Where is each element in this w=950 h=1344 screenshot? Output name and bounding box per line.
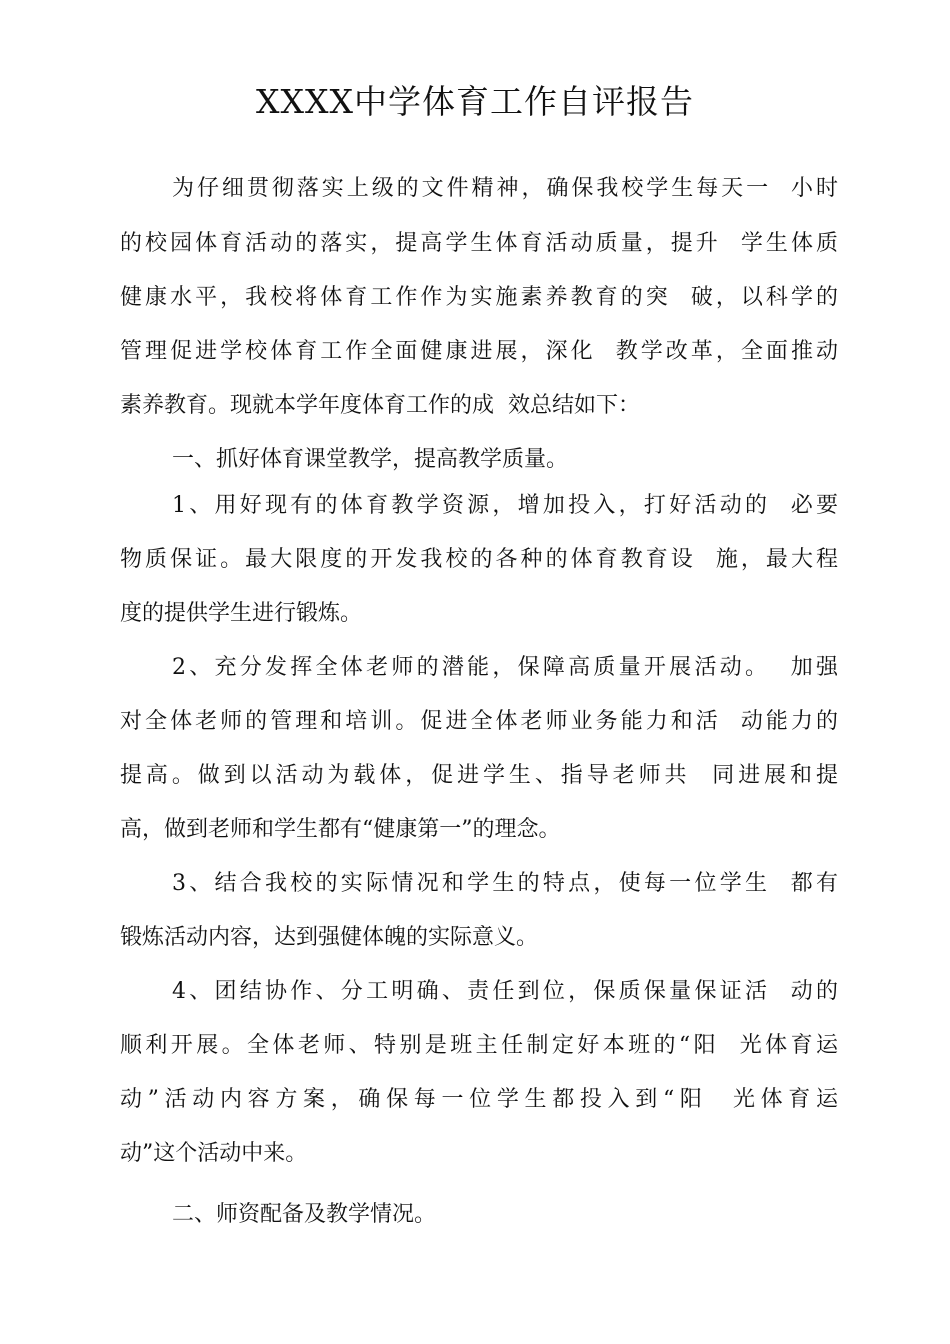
paragraph-line: 动”活动内容方案，确保每一位学生都投入到“阳 光体育运 (120, 1087, 838, 1112)
paragraph-line: 的校园体育活动的落实，提高学生体育活动质量，提升 学生体质 (120, 231, 838, 256)
paragraph-line: 动”这个活动中来。 (120, 1141, 308, 1166)
paragraph-line: 健康水平，我校将体育工作作为实施素养教育的突 破，以科学的 (120, 285, 838, 310)
paragraph-line: 提高。做到以活动为载体，促进学生、指导老师共 同进展和提 (120, 763, 838, 788)
paragraph-line: 2、充分发挥全体老师的潜能，保障高质量开展活动。 加强 (172, 655, 838, 680)
paragraph-line: 高，做到老师和学生都有“健康第一”的理念。 (120, 817, 561, 842)
paragraph-line: 1、用好现有的体育教学资源，增加投入，打好活动的 必要 (172, 493, 838, 518)
paragraph-line: 管理促进学校体育工作全面健康进展，深化 教学改革，全面推动 (120, 339, 838, 364)
paragraph-line: 3、结合我校的实际情况和学生的特点，使每一位学生 都有 (172, 871, 838, 896)
paragraph-line: 物质保证。最大限度的开发我校的各种的体育教育设 施，最大程 (120, 547, 838, 572)
paragraph-line: 锻炼活动内容，达到强健体魄的实际意义。 (120, 925, 539, 950)
paragraph-line: 为仔细贯彻落实上级的文件精神，确保我校学生每天一 小时 (172, 176, 838, 201)
paragraph-line: 素养教育。现就本学年度体育工作的成 效总结如下： (120, 393, 640, 418)
section-heading: 一、抓好体育课堂教学，提高教学质量。 (172, 447, 569, 472)
document-title: XXXX中学体育工作自评报告 (256, 82, 694, 121)
paragraph-line: 度的提供学生进行锻炼。 (120, 601, 363, 626)
paragraph-line: 对全体老师的管理和培训。促进全体老师业务能力和活 动能力的 (120, 709, 838, 734)
section-heading: 二、师资配备及教学情况。 (172, 1202, 437, 1227)
paragraph-line: 4、团结协作、分工明确、责任到位，保质保量保证活 动的 (172, 979, 838, 1004)
paragraph-line: 顺利开展。全体老师、特别是班主任制定好本班的“阳 光体育运 (120, 1033, 838, 1058)
